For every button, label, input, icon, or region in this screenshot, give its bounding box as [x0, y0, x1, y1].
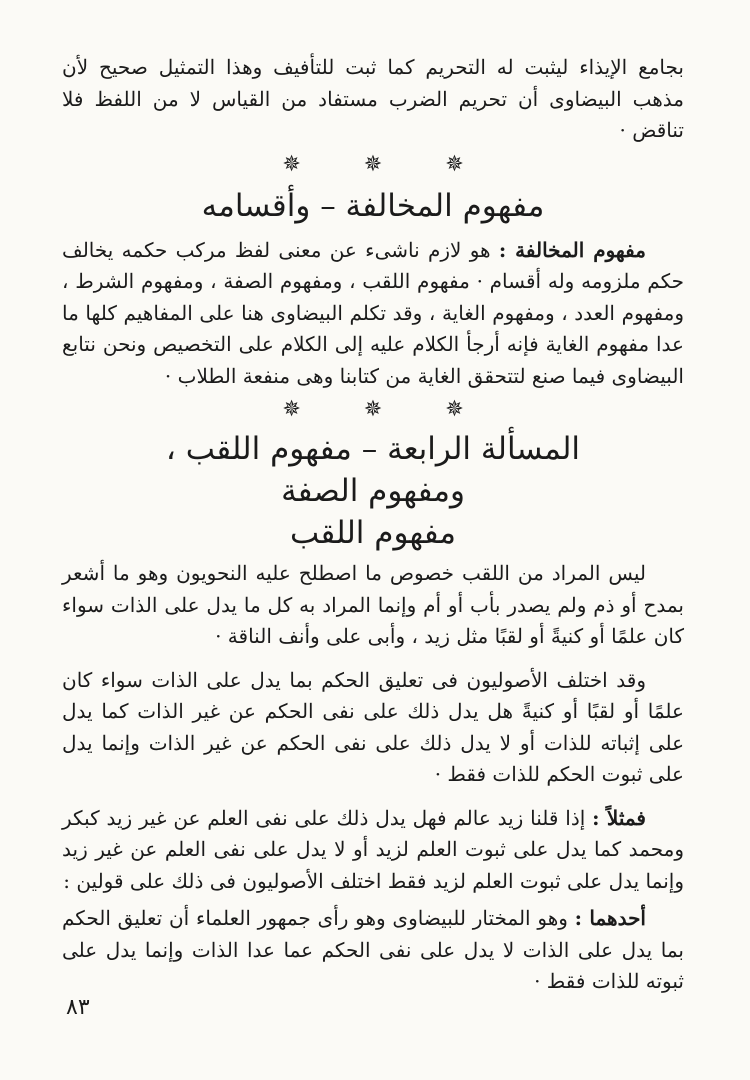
- paragraph-first-opinion: [62, 903, 684, 998]
- subheading-laqab: مفهوم اللقب: [289, 515, 457, 551]
- section-heading-mukhalafa: مفهوم المخالفة – وأقسامه: [201, 187, 545, 224]
- issue-heading-line2: ومفهوم الصفة: [281, 473, 465, 509]
- paragraph-laqab-meaning: ليس المراد من اللقب خصوص ما اصطلح عليه النحويون وهو ما أشعر بمدح أو ذم ولم يصدر بأب أو أم وإنما المراد به كل ما يدل على الذات سواء كان علمًا أو كنيةً أو لقبًا مثل زيد ، وأبى على وأنف الناقة ·: [62, 561, 684, 648]
- issue-heading-line1: المسألة الرابعة – مفهوم اللقب ،: [165, 431, 581, 467]
- term-first: أحدهما :: [574, 906, 646, 930]
- star-separator: ✵ ✵ ✵: [282, 151, 492, 177]
- page-number: ٨٣: [66, 995, 90, 1020]
- term-example: فمثلاً :: [592, 805, 646, 830]
- definition-text: هو لازم ناشىء عن معنى لفظ مركب حكمه يخالف حكم ملزومه وله أقسام · مفهوم اللقب ، ومفهوم الصفة ، ومفهوم الشرط ، ومفهوم العدد ، ومفهوم الغاية ، وقد تكلم البيضاوى هنا على المفاهيم كلها ما عدا مفهوم الغاية فإنه أرجأ الكلام عليه إلى الكلام على التخصيص ونحن نتابع البيضاوى فيما صنع لتتحقق الغاية من كتابنا وهى منفعة الطلاب ·: [62, 237, 684, 388]
- star-separator-2: ✵ ✵ ✵: [282, 397, 492, 422]
- paragraph-continuation: بجامع الإيذاء ليثبت له التحريم كما ثبت للتأفيف وهذا التمثيل صحيح لأن مذهب البيضاوى أن تحريم الضرب مستفاد من القياس لا من اللفظ فلا تناقض ·: [62, 55, 684, 142]
- paragraph-definition: [62, 235, 684, 393]
- term-mukhalafa: مفهوم المخالفة :: [498, 237, 646, 262]
- first-opinion-text: وهو المختار للبيضاوى وهو رأى جمهور العلماء أن تعليق الحكم بما يدل على الذات لا يدل على نفى الحكم عما عدا الذات وإنما يدل على ثبوته للذات فقط ·: [62, 906, 684, 993]
- example-text: إذا قلنا زيد عالم فهل يدل ذلك على نفى العلم عن غير زيد كبكر ومحمد كما يدل على ثبوت العلم لزيد أو لا يدل على نفى العلم عن غير زيد وإنما يدل على ثبوت العلم لزيد فقط اختلف الأصوليون فى ذلك على قولين :: [62, 805, 684, 893]
- paragraph-disagreement: وقد اختلف الأصوليون فى تعليق الحكم بما يدل على الذات سواء كان علمًا أو لقبًا أو كنيةً هل يدل ذلك على نفى الحكم عن غير الذات كما يدل على إثباته للذات أو لا يدل ذلك على نفى الحكم عن غير الذات وإنما يدل على ثبوت الحكم للذات فقط ·: [62, 667, 684, 786]
- paragraph-example: [62, 803, 684, 898]
